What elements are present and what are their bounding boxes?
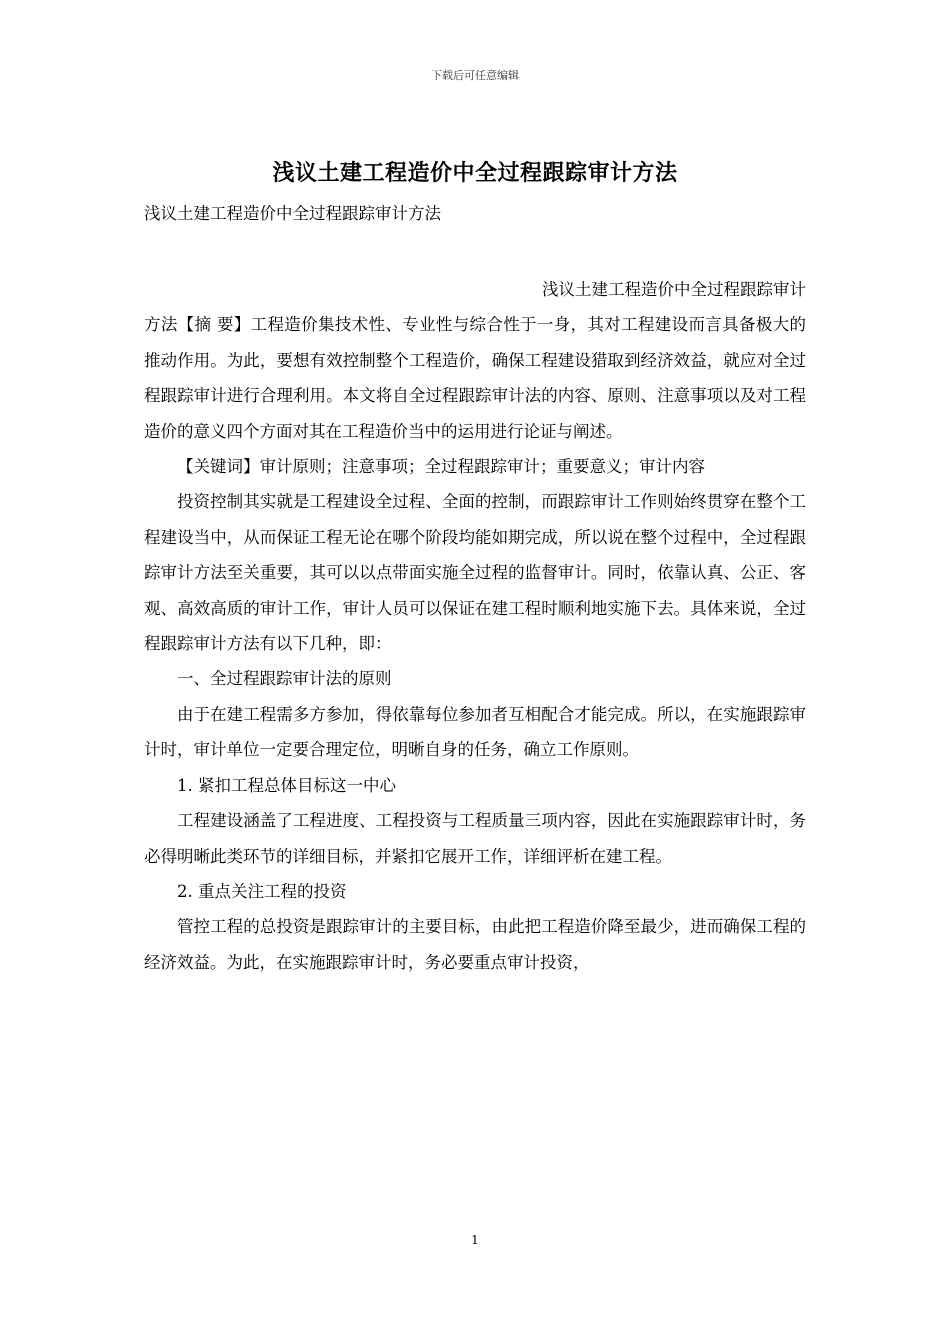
body-paragraph-3: 工程建设涵盖了工程进度、工程投资与工程质量三项内容，因此在实施跟踪审计时，务必得明晰此类环节的详细目标，并紧扣它展开工作，详细评析在建工程。 [144, 811, 806, 866]
body-paragraph-1: 投资控制其实就是工程建设全过程、全面的控制，而跟踪审计工作则始终贯穿在整个工程建设当中，从而保证工程无论在哪个阶段均能如期完成，所以说在整个过程中，全过程跟踪审计方法至关重要，其可以以点带面实施全过程的监督审计。同时，依靠认真、公正、客观、高效高质的审计工作，审计人员可以保证在建工程时顺利地实施下去。具体来说，全过程跟踪审计方法有以下几种，即： [144, 492, 806, 654]
keywords-paragraph: 【关键词】审计原则；注意事项；全过程跟踪审计；重要意义；审计内容 [177, 457, 705, 477]
abstract-text: 方法【摘 要】工程造价集技术性、专业性与综合性于一身，其对工程建设而言具备极大的推动作用。为此，要想有效控制整个工程造价，确保工程建设猎取到经济效益，就应对全过程跟踪审计进行合理利用。本文将自全过程跟踪审计法的内容、原则、注意事项以及对工程造价的意义四个方面对其在工程造价当中的运用进行论证与阐述。 [144, 315, 806, 441]
abstract-paragraph [144, 272, 806, 449]
body-paragraph-2: 由于在建工程需多方参加，得依靠每位参加者互相配合才能完成。所以，在实施跟踪审计时，审计单位一定要合理定位，明晰自身的任务，确立工作原则。 [144, 704, 806, 760]
document-title: 浅议土建工程造价中全过程跟踪审计方法 [272, 160, 678, 186]
abstract-first-line: 浅议土建工程造价中全过程跟踪审计 [542, 280, 806, 299]
subsection-heading-2: 2. 重点关注工程的投资 [177, 881, 347, 901]
section-heading-1: 一、全过程跟踪审计法的原则 [177, 669, 392, 689]
document-subtitle: 浅议土建工程造价中全过程跟踪审计方法 [144, 204, 441, 223]
page-number: 1 [471, 1233, 479, 1247]
page-header: 下载后可任意编辑 [431, 69, 519, 82]
subsection-heading-1: 1. 紧扣工程总体目标这一中心 [177, 775, 396, 795]
body-paragraph-4: 管控工程的总投资是跟踪审计的主要目标，由此把工程造价降至最少，进而确保工程的经济效益。为此，在实施跟踪审计时，务必要重点审计投资， [144, 917, 806, 972]
document-body [144, 272, 806, 980]
